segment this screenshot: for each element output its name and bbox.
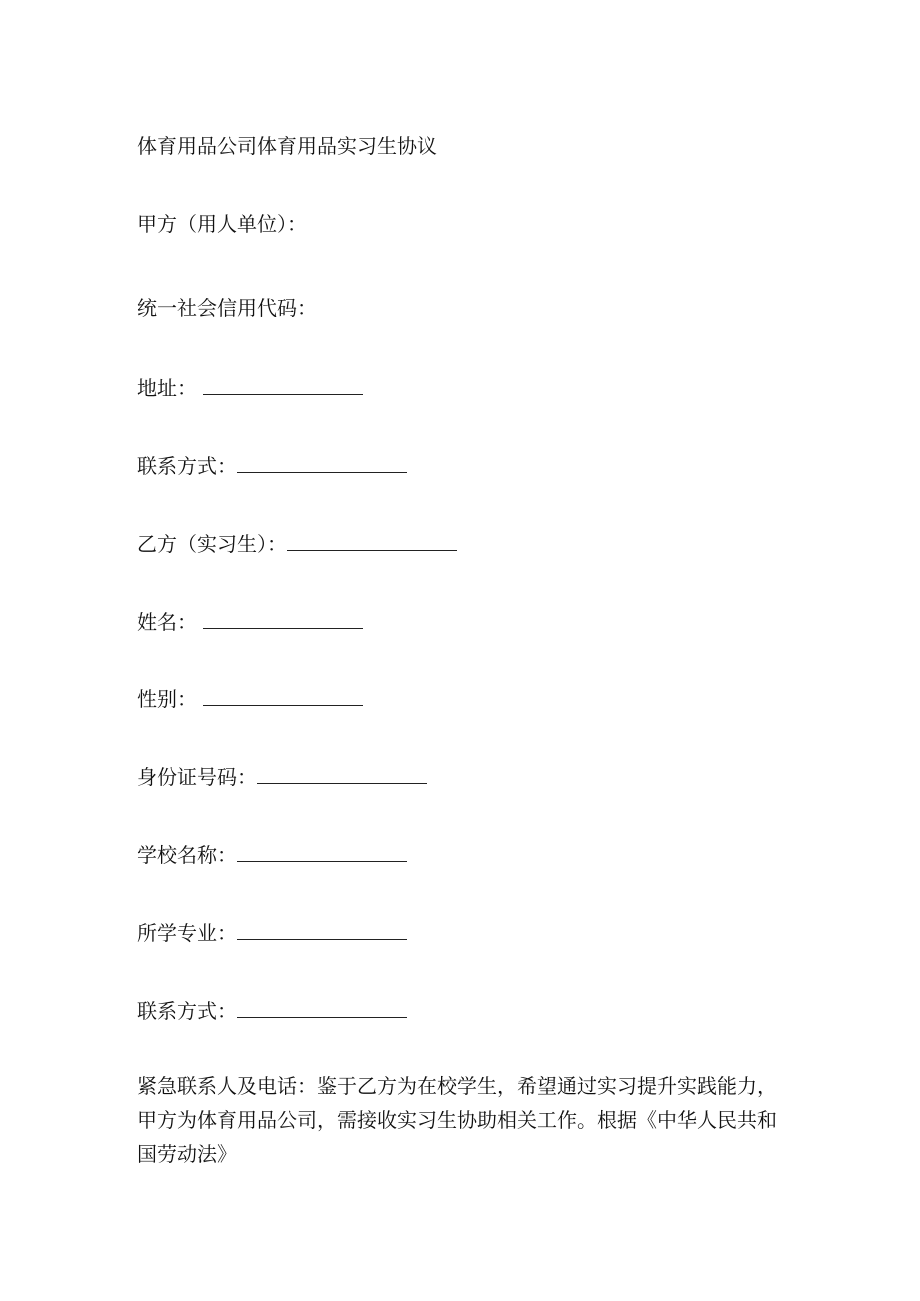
contact-a-row	[137, 452, 407, 480]
body-paragraph	[137, 1069, 797, 1171]
paragraph-line: 紧急联系人及电话：鉴于乙方为在校学生，希望通过实习提升实践能力，	[137, 1074, 777, 1098]
contact-b-row	[137, 997, 407, 1025]
id-number-blank[interactable]	[257, 765, 427, 784]
party-b-row	[137, 530, 457, 558]
contact-b-label: 联系方式：	[137, 999, 237, 1023]
id-number-label: 身份证号码：	[137, 765, 257, 789]
gender-blank[interactable]	[203, 687, 363, 706]
gender-row	[137, 685, 363, 713]
school-label: 学校名称：	[137, 843, 237, 867]
gender-label: 性别：	[137, 687, 197, 711]
name-row	[137, 608, 363, 636]
major-row	[137, 919, 407, 947]
name-label: 姓名：	[137, 610, 197, 634]
address-blank[interactable]	[203, 376, 363, 395]
school-row	[137, 841, 407, 869]
name-blank[interactable]	[203, 610, 363, 629]
major-blank[interactable]	[237, 921, 407, 940]
party-b-label: 乙方（实习生）：	[137, 532, 287, 556]
contact-a-blank[interactable]	[237, 454, 407, 473]
paragraph-line: 甲方为体育用品公司，需接收实习生协助相关工作。根据《中华人民共和	[137, 1108, 777, 1132]
contact-a-label: 联系方式：	[137, 454, 237, 478]
party-b-blank[interactable]	[287, 532, 457, 551]
paragraph-line: 国劳动法》	[137, 1142, 237, 1166]
document-title: 体育用品公司体育用品实习生协议	[137, 134, 437, 158]
address-label: 地址：	[137, 376, 197, 400]
school-blank[interactable]	[237, 843, 407, 862]
credit-code-label: 统一社会信用代码：	[137, 296, 317, 320]
id-number-row	[137, 763, 427, 791]
contact-b-blank[interactable]	[237, 999, 407, 1018]
address-row	[137, 374, 363, 402]
major-label: 所学专业：	[137, 921, 237, 945]
party-a-label: 甲方（用人单位）：	[137, 212, 307, 236]
